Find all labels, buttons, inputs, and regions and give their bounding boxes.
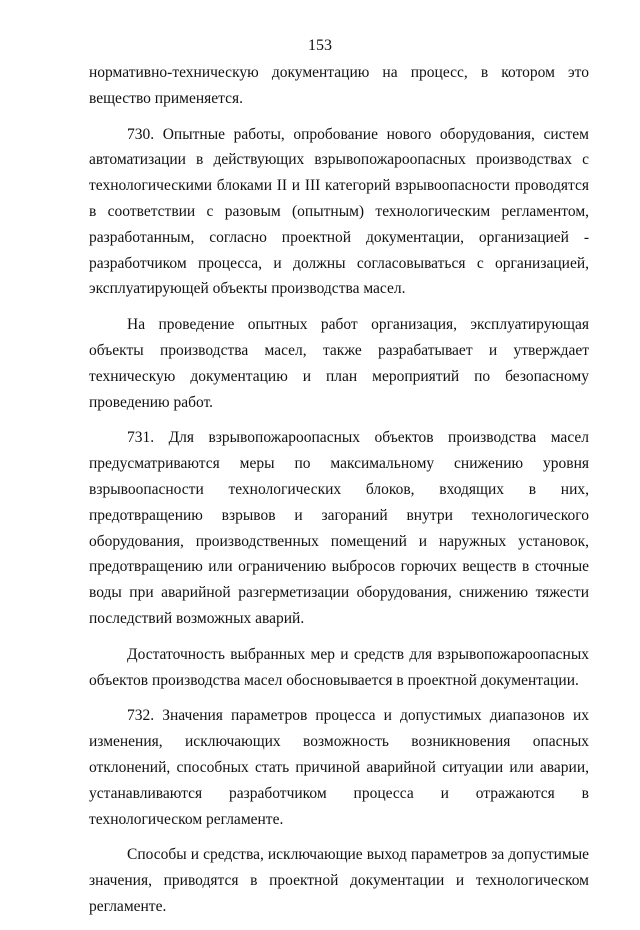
paragraph-730-note: На проведение опытных работ организация, эксплуатирующая объекты производства масел, также разрабатывает и утверждает техническую документацию и план мероприятий по безопасному проведению работ.	[89, 316, 589, 411]
paragraph-731-note: Достаточность выбранных мер и средств для взрывопожароопасных объектов производства масел обосновывается в проектной документации.	[89, 645, 589, 689]
paragraph-continuation: нормативно-техническую документацию на процесс, в котором это вещество применяется.	[89, 64, 589, 107]
paragraph-732: 732. Значения параметров процесса и допустимых диапазонов их изменения, исключающих возможность возникновения опасных отклонений, способных стать причиной аварийной ситуации или аварии, устанавливаются разработчиком процесса и отражаются в технологическом регламенте.	[89, 707, 589, 828]
page-number: 153	[308, 37, 332, 54]
document-body	[89, 60, 589, 930]
paragraph-730: 730. Опытные работы, опробование нового оборудования, систем автоматизации в действующих взрывопожароопасных производствах с технологическими блоками II и III категорий взрывоопасности проводятся в соответствии с разовым (опытным) технологическим регламентом, разработанным, согласно проектной документации, организацией - разработчиком процесса, и должны согласовываться с организацией, эксплуатирующей объекты производства масел.	[89, 125, 589, 298]
paragraph-732-note: Способы и средства, исключающие выход параметров за допустимые значения, приводятся в проектной документации и технологическом регламенте.	[89, 846, 589, 915]
paragraph-731: 731. Для взрывопожароопасных объектов производства масел предусматриваются меры по максимальному снижению уровня взрывоопасности технологических блоков, входящих в них, предотвращению взрывов и загораний внутри технологического оборудования, производственных помещений и наружных установок, предотвращению или ограничению выбросов горючих веществ в сточные воды при аварийной разгерметизации оборудования, снижению тяжести последствий возможных аварий.	[89, 429, 589, 627]
